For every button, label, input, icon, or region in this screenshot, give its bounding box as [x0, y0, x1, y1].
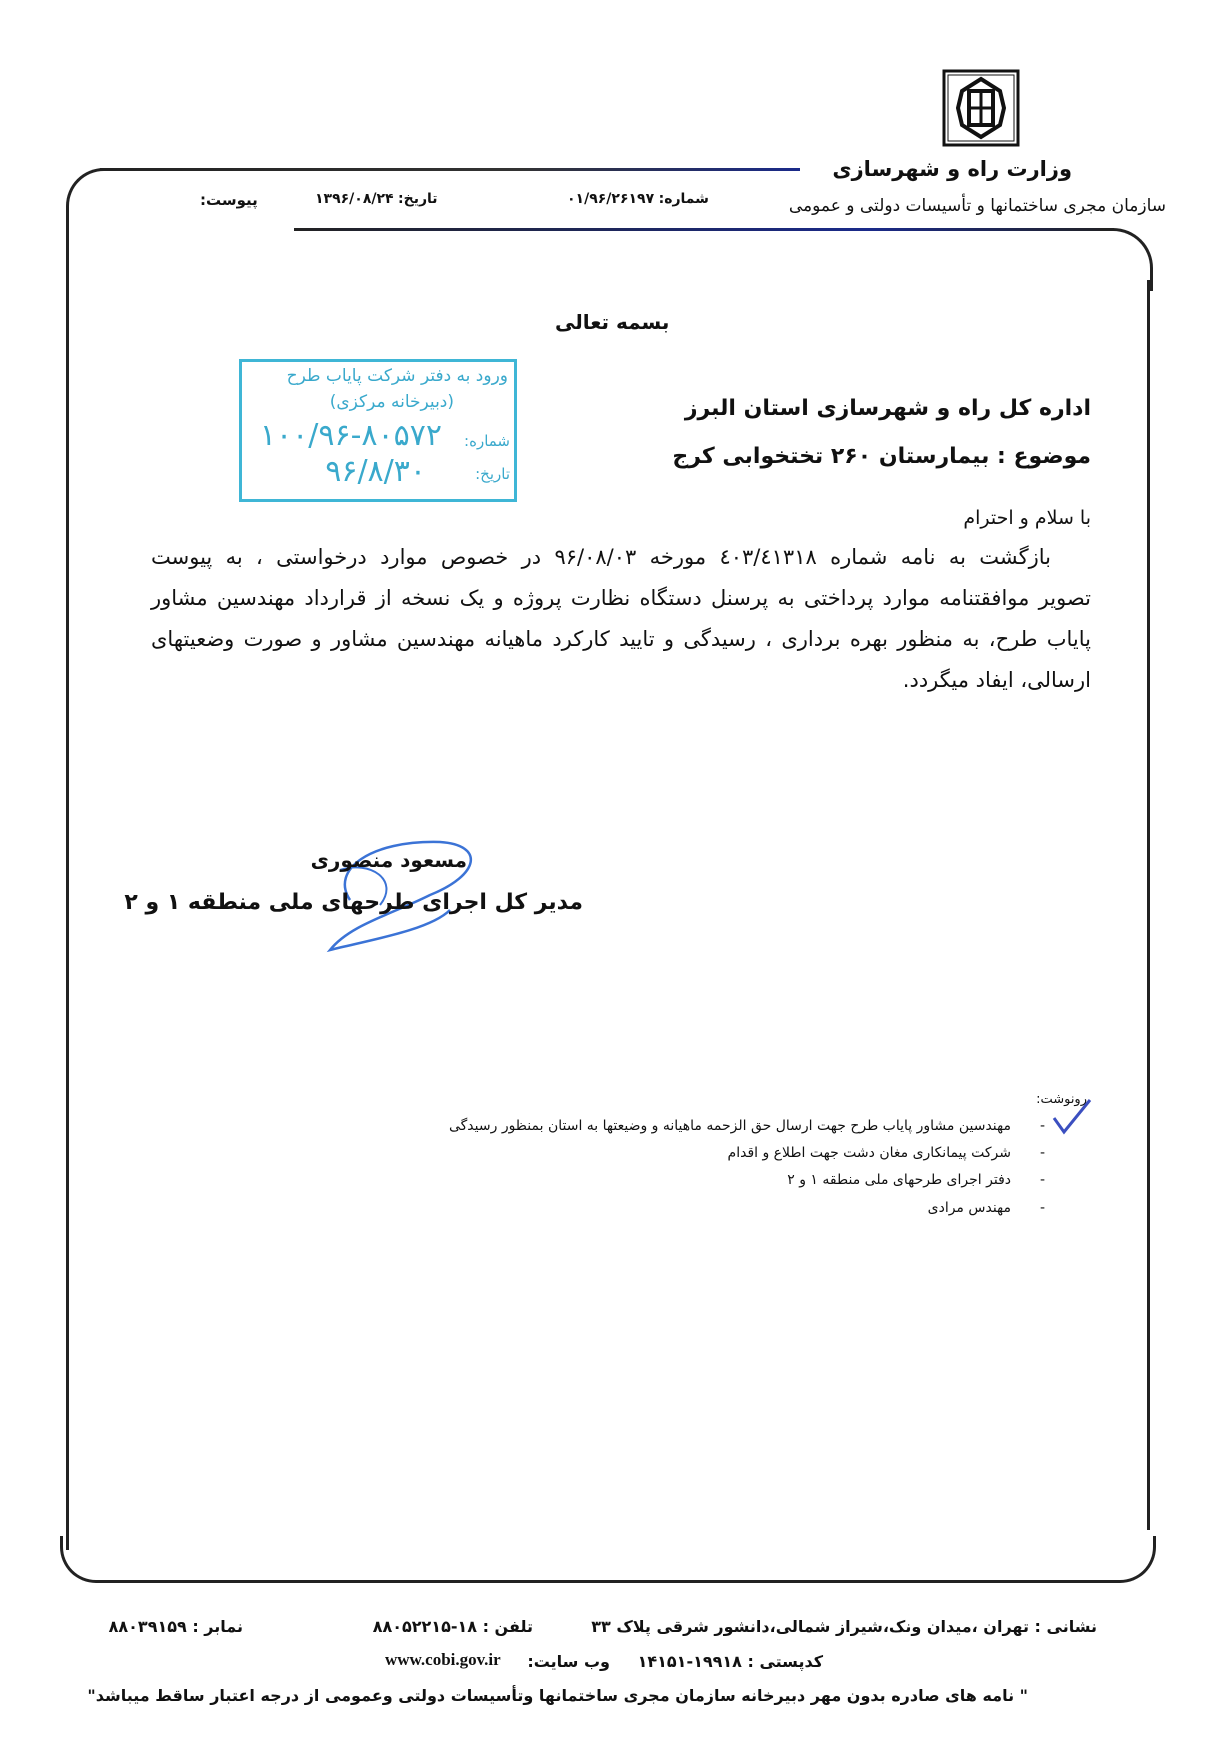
frame-corner-right	[1100, 228, 1153, 291]
cc-item: مهندسین مشاور پایاب طرح جهت ارسال حق الزحمه ماهیانه و وضیعتها به استان بمنظور رسیدگی	[448, 1118, 1011, 1134]
signer-title: مدیر کل اجرای طرحهای ملی منطقه ۱ و ۲	[124, 890, 583, 915]
checkmark-icon	[1050, 1096, 1092, 1140]
footer-postal-code: کدپستی : ۱۹۹۱۸-۱۴۱۵۱	[637, 1652, 823, 1671]
invocation: بسمه تعالی	[555, 310, 670, 334]
cc-item: دفتر اجرای طرحهای ملی منطقه ۱ و ۲	[787, 1172, 1011, 1188]
cc-item: شرکت پیمانکاری مغان دشت جهت اطلاع و اقدام	[727, 1145, 1011, 1161]
footer-address: نشانی : تهران ،میدان ونک،شیراز شمالی،دانشور شرقی پلاک ۳۳	[591, 1617, 1097, 1636]
cc-dash: -	[1040, 1200, 1046, 1216]
subject: موضوع : بیمارستان ۲۶۰ تختخوابی کرج	[672, 444, 1091, 469]
stamp-date-label: تاریخ:	[475, 465, 510, 483]
attachment-label: پیوست:	[200, 191, 258, 209]
letter-number	[567, 191, 709, 207]
stamp-number-label: شماره:	[464, 432, 510, 450]
signer-name: مسعود منصوری	[310, 848, 467, 872]
footer-phone: تلفن : ۱۸-۸۸۰۵۲۲۱۵	[372, 1617, 533, 1636]
body-line: بازگشت به نامه شماره ٤٠٣/٤١٣١٨ مورخه ۹۶/۰۸/۰۳ در خصوص موارد درخواستی ، به پیوست	[151, 545, 1051, 569]
body-line: ارسالی، ایفاد میگردد.	[902, 668, 1091, 692]
stamp-line2: (دبیرخانه مرکزی)	[329, 392, 454, 412]
frame-top-line	[100, 168, 800, 171]
recipient: اداره کل راه و شهرسازی استان البرز	[684, 396, 1091, 421]
cc-item: مهندس مرادی	[927, 1200, 1011, 1216]
salutation: با سلام و احترام	[963, 507, 1091, 529]
cc-dash: -	[1040, 1118, 1046, 1134]
frame-right-line	[1147, 280, 1150, 1530]
number-value: ۰۱/۹۶/۲۶۱۹۷	[567, 191, 655, 207]
footer-website-label: وب سایت:	[527, 1652, 610, 1671]
frame-corner	[66, 168, 109, 231]
stamp-number-value: ۱۰۰/۹۶-۸۰۵۷۲	[259, 418, 442, 453]
received-stamp	[239, 359, 517, 502]
organization-name: سازمان مجری ساختمانها و تأسیسات دولتی و عمومی	[788, 196, 1166, 216]
date-value: ۱۳۹۶/۰۸/۲۴	[315, 191, 394, 207]
ministry-name: وزارت راه و شهرسازی	[832, 157, 1072, 181]
footer-website-link[interactable]: www.cobi.gov.ir	[385, 1650, 501, 1669]
stamp-date-value: ۹۶/۸/۳۰	[325, 454, 426, 489]
cc-dash: -	[1040, 1172, 1046, 1188]
ministry-logo	[942, 69, 1020, 147]
frame-bottom-line	[60, 1536, 1156, 1583]
cc-dash: -	[1040, 1145, 1046, 1161]
footer-fax: نمابر : ۸۸۰۳۹۱۵۹	[108, 1617, 243, 1636]
footer-notice: " نامه های صادره بدون مهر دبیرخانه سازمان مجری ساختمانها وتأسیسات دولتی وعمومی از درجه اعتبار ساقط میباشد"	[87, 1686, 1028, 1705]
cc-label: رونوشت:	[1036, 1092, 1087, 1107]
header-divider	[294, 228, 1114, 231]
stamp-line1: ورود به دفتر شرکت پایاب طرح	[286, 366, 508, 386]
date-label: تاریخ:	[398, 191, 438, 207]
letter-date	[315, 191, 438, 207]
body-line: تصویر موافقتنامه موارد پرداختی به پرسنل دستگاه نظارت پروژه و یک نسخه از قرارداد مهندسین مشاور	[151, 586, 1091, 610]
number-label: شماره:	[658, 191, 709, 207]
body-line: پایاب طرح، به منظور بهره برداری ، رسیدگی و تایید کارکرد ماهیانه مهندسین مشاور و صورت وضعیتهای	[151, 627, 1091, 651]
frame-left-line	[66, 220, 69, 1550]
